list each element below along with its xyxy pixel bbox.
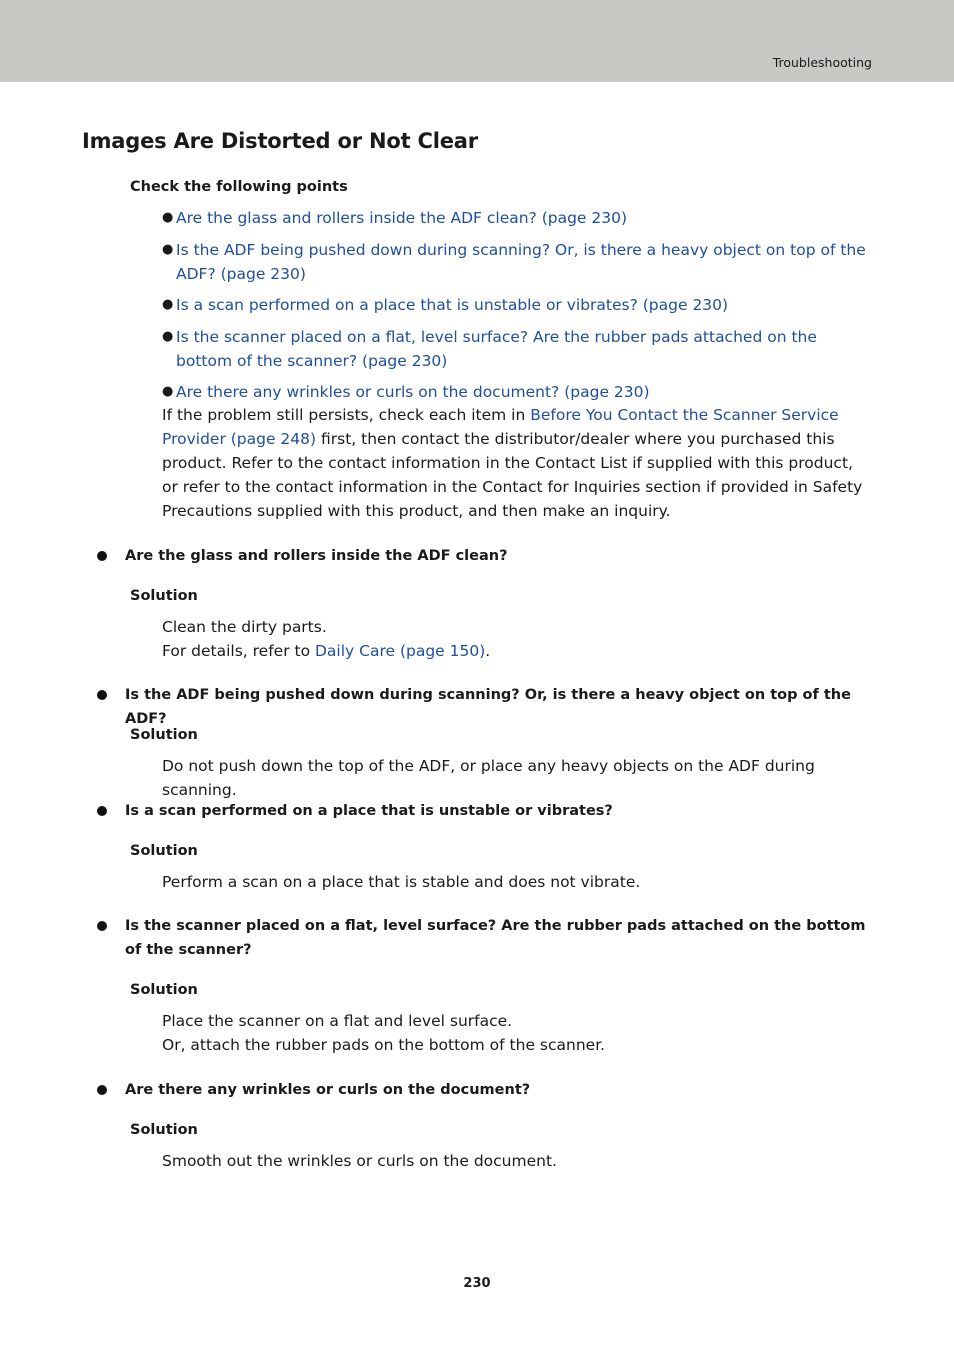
check-link-glass-rollers[interactable]: Are the glass and rollers inside the ADF clean? (page 230) [176,209,628,227]
bullet-icon [97,690,107,700]
bullet-icon [97,921,107,931]
list-item [162,325,874,373]
solution-label: Solution [130,843,198,859]
section-label: Troubleshooting [772,55,872,70]
persist-text-before: If the problem still persists, check each item in [162,406,531,424]
bullet-icon [97,551,107,561]
check-link-flat-surface[interactable]: Is the scanner placed on a flat, level surface? Are the rubber pads attached on the bottom of the scanner? (page 230) [176,327,817,370]
bullet-icon [97,1085,107,1095]
question-heading: Is a scan performed on a place that is unstable or vibrates? [125,803,613,819]
bullet-icon: ● [162,210,174,225]
check-link-unstable-place[interactable]: Is a scan performed on a place that is unstable or vibrates? (page 230) [176,296,729,314]
bullet-icon: ● [162,297,174,312]
solution-ref-before: For details, refer to [162,642,315,660]
solution-line: Perform a scan on a place that is stable and does not vibrate. [162,873,641,891]
contact-service-provider-link[interactable]: Before You Contact the Scanner Service Provider (page 248) [162,406,839,448]
page-title: Images Are Distorted or Not Clear [82,129,478,153]
solution-text [162,754,874,802]
list-item [162,293,874,317]
solution-text [162,615,874,663]
solution-ref-after: . [485,642,491,660]
page-header-bar [0,0,954,82]
check-points-list [162,206,874,412]
bullet-icon: ● [162,241,174,257]
solution-label: Solution [130,588,198,604]
question-heading: Are the glass and rollers inside the ADF clean? [125,548,508,564]
bullet-icon [97,806,107,816]
persist-text-after: first, then contact the distributor/dealer where you purchased this product. Refer to the contact information in the Contact List if supplied with this product, or refer to the contact information in the Contact for Inquiries section if provided in Safety Precautions supplied with this product, and then make an inquiry. [162,430,863,520]
check-points-heading: Check the following points [130,179,348,195]
persist-paragraph [162,403,868,523]
solution-text [162,1149,874,1173]
solution-line: Or, attach the rubber pads on the bottom of the scanner. [162,1036,606,1054]
check-link-wrinkles[interactable]: Are there any wrinkles or curls on the document? (page 230) [176,383,650,401]
solution-line: Smooth out the wrinkles or curls on the document. [162,1152,557,1170]
solution-line: Do not push down the top of the ADF, or place any heavy objects on the ADF during scanning. [162,757,815,799]
page-number: 230 [463,1276,491,1291]
bullet-icon: ● [162,328,174,344]
question-heading: Is the ADF being pushed down during scanning? Or, is there a heavy object on top of the ADF? [125,687,851,727]
list-item [162,238,874,286]
solution-line: Place the scanner on a flat and level surface. [162,1012,513,1030]
daily-care-link[interactable]: Daily Care (page 150) [315,642,486,660]
solution-label: Solution [130,982,198,998]
solution-text [162,870,874,894]
solution-text [162,1009,874,1057]
bullet-icon: ● [162,384,174,399]
solution-line: Clean the dirty parts. [162,618,327,636]
list-item [162,206,874,230]
solution-label: Solution [130,727,198,743]
question-heading: Are there any wrinkles or curls on the document? [125,1082,531,1098]
list-item [162,380,874,404]
question-heading: Is the scanner placed on a flat, level surface? Are the rubber pads attached on the bottom of the scanner? [125,918,866,958]
check-link-adf-pushed[interactable]: Is the ADF being pushed down during scanning? Or, is there a heavy object on top of the ADF? (page 230) [176,240,866,283]
solution-label: Solution [130,1122,198,1138]
